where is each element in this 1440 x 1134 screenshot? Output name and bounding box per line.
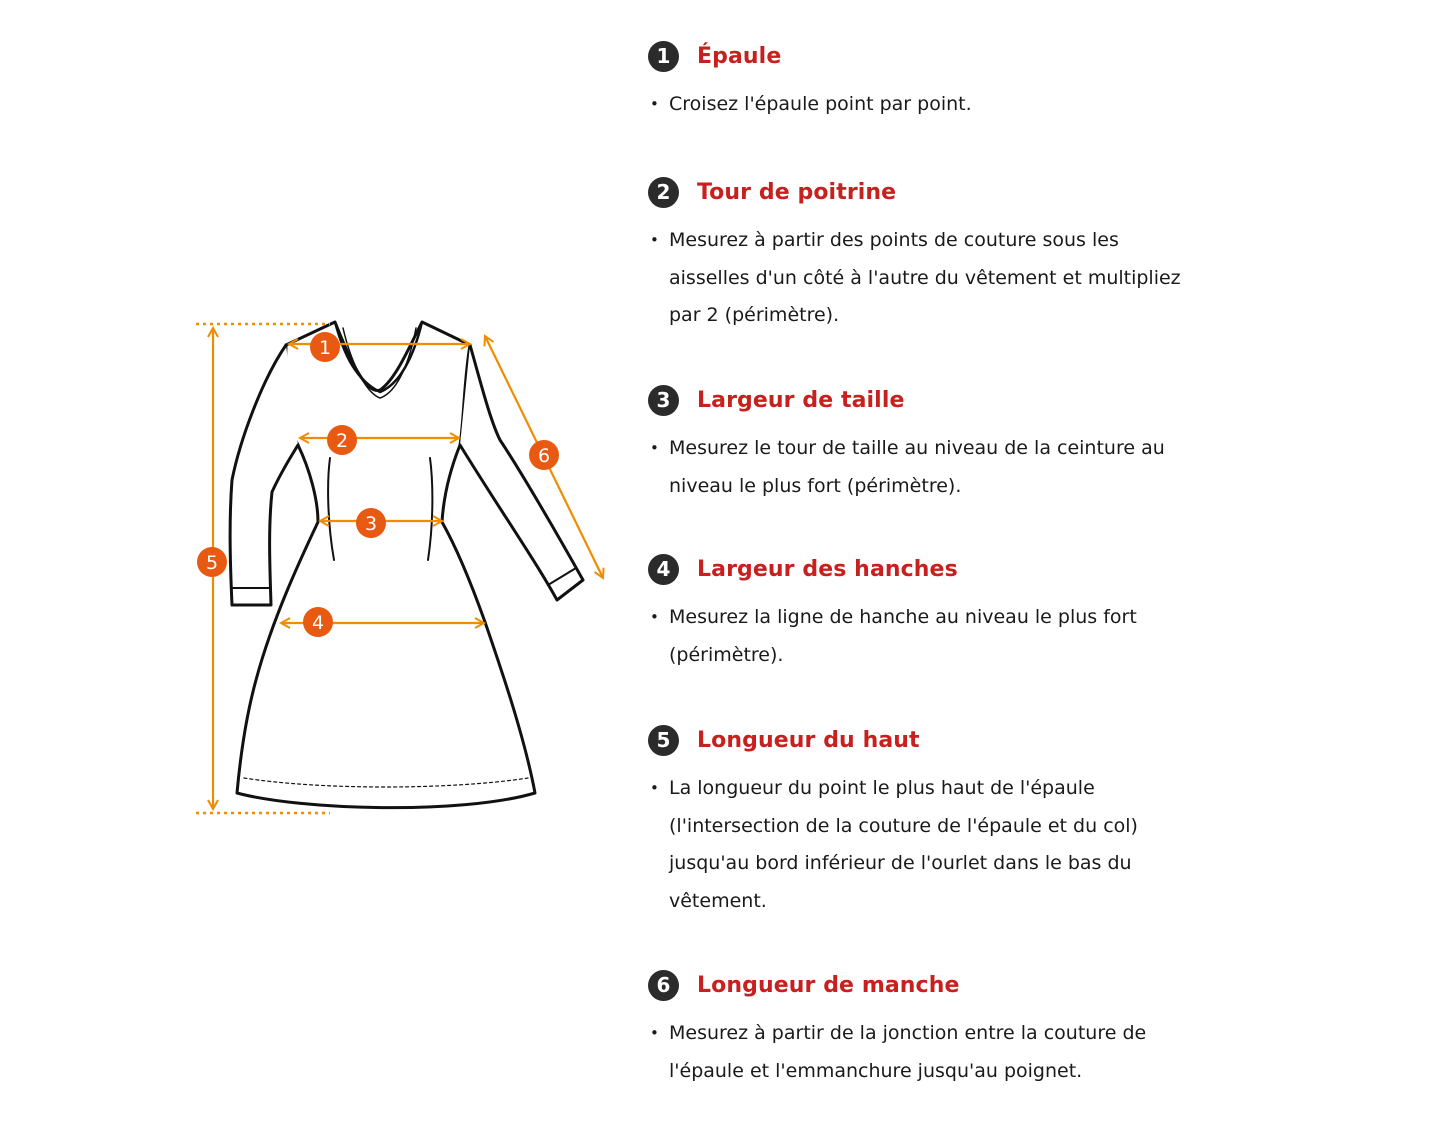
description-text: Mesurez à partir de la jonction entre la couture de l'épaule et l'emmanchure jusqu'au poignet. xyxy=(669,1022,1147,1082)
number-badge: 6 xyxy=(648,970,679,1001)
section-epaule xyxy=(648,39,1208,124)
svg-text:2: 2 xyxy=(335,430,349,452)
marker-2 xyxy=(327,425,357,455)
number-badge: 5 xyxy=(648,725,679,756)
section-title: Largeur de taille xyxy=(697,387,905,413)
section-tour-de-poitrine xyxy=(648,175,1208,335)
marker-1 xyxy=(310,332,340,362)
section-heading xyxy=(648,723,1208,757)
marker-4 xyxy=(303,607,333,637)
description-text: Mesurez le tour de taille au niveau de la ceinture au niveau le plus fort (périmètre). xyxy=(669,437,1165,497)
bullet-dot: • xyxy=(650,95,659,113)
section-longueur-de-manche xyxy=(648,968,1208,1090)
section-heading xyxy=(648,383,1208,417)
svg-text:1: 1 xyxy=(318,337,332,359)
section-largeur-de-taille xyxy=(648,383,1208,505)
section-description xyxy=(648,599,1189,674)
marker-3 xyxy=(356,508,386,538)
section-heading xyxy=(648,175,1208,209)
number-badge: 4 xyxy=(648,554,679,585)
bullet-dot: • xyxy=(650,1024,659,1042)
marker-5 xyxy=(197,547,227,577)
section-description xyxy=(648,430,1189,505)
bullet-dot: • xyxy=(650,608,659,626)
marker-6 xyxy=(529,440,559,470)
section-heading xyxy=(648,552,1208,586)
svg-text:6: 6 xyxy=(537,445,551,467)
description-text: Mesurez à partir des points de couture sous les aisselles d'un côté à l'autre du vêtement et multipliez par 2 (périmètre). xyxy=(669,229,1181,326)
section-description xyxy=(648,770,1189,920)
dress-illustration xyxy=(230,322,583,808)
svg-text:5: 5 xyxy=(205,552,219,574)
description-text: Croisez l'épaule point par point. xyxy=(669,93,972,115)
svg-text:4: 4 xyxy=(311,612,325,634)
section-largeur-des-hanches xyxy=(648,552,1208,674)
section-description xyxy=(648,1015,1189,1090)
dress-measurement-diagram xyxy=(0,0,640,1134)
section-description xyxy=(648,222,1189,335)
section-heading xyxy=(648,968,1208,1002)
section-title: Épaule xyxy=(697,43,782,69)
description-text: La longueur du point le plus haut de l'épaule (l'intersection de la couture de l'épaule et du col) jusqu'au bord inférieur de l'ourlet dans le bas du vêtement. xyxy=(669,777,1138,912)
number-badge: 3 xyxy=(648,385,679,416)
svg-text:3: 3 xyxy=(364,513,378,535)
description-text: Mesurez la ligne de hanche au niveau le plus fort (périmètre). xyxy=(669,606,1137,666)
section-title: Longueur du haut xyxy=(697,727,920,753)
bullet-dot: • xyxy=(650,439,659,457)
section-longueur-du-haut xyxy=(648,723,1208,920)
section-heading xyxy=(648,39,1208,73)
section-title: Tour de poitrine xyxy=(697,179,897,205)
bullet-dot: • xyxy=(650,779,659,797)
section-title: Largeur des hanches xyxy=(697,556,958,582)
number-badge: 2 xyxy=(648,177,679,208)
section-description xyxy=(648,86,1189,124)
bullet-dot: • xyxy=(650,231,659,249)
number-badge: 1 xyxy=(648,41,679,72)
section-title: Longueur de manche xyxy=(697,972,960,998)
